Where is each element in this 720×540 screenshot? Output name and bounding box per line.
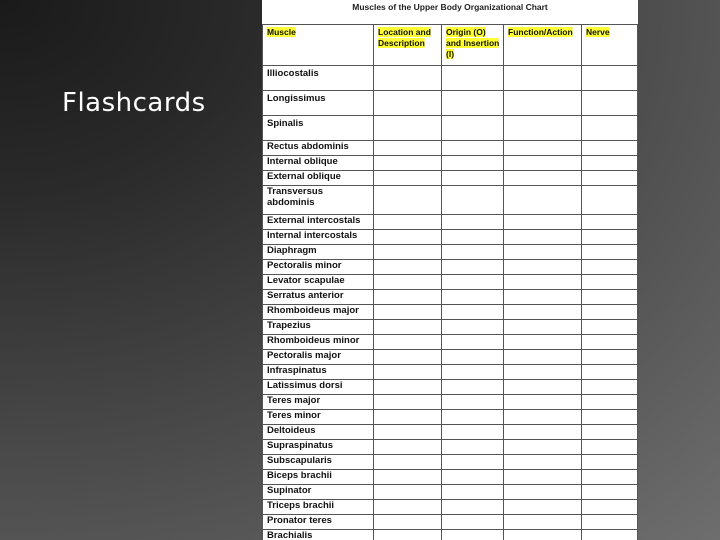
empty-cell xyxy=(504,335,582,350)
empty-cell xyxy=(582,425,638,440)
empty-cell xyxy=(442,91,504,116)
empty-cell xyxy=(442,215,504,230)
table-header-row xyxy=(263,25,638,66)
table-row xyxy=(263,275,638,290)
empty-cell xyxy=(374,116,442,141)
empty-cell xyxy=(582,515,638,530)
empty-cell xyxy=(442,156,504,171)
empty-cell xyxy=(582,305,638,320)
table-row xyxy=(263,91,638,116)
table-row xyxy=(263,245,638,260)
muscle-name-cell: Deltoideus xyxy=(263,425,374,440)
empty-cell xyxy=(504,440,582,455)
muscle-name-cell: Internal oblique xyxy=(263,156,374,171)
empty-cell xyxy=(582,500,638,515)
slide-title: Flashcards xyxy=(62,88,206,118)
column-header-muscle: Muscle xyxy=(263,25,374,66)
table-row xyxy=(263,485,638,500)
muscle-name-cell: Spinalis xyxy=(263,116,374,141)
table-row xyxy=(263,515,638,530)
empty-cell xyxy=(442,230,504,245)
empty-cell xyxy=(504,230,582,245)
document-title: Muscles of the Upper Body Organizational Chart xyxy=(352,2,548,12)
empty-cell xyxy=(582,215,638,230)
muscle-name-cell: Longissimus xyxy=(263,91,374,116)
empty-cell xyxy=(374,470,442,485)
muscle-name-cell: Subscapularis xyxy=(263,455,374,470)
empty-cell xyxy=(442,290,504,305)
muscle-name-cell: Rhomboideus minor xyxy=(263,335,374,350)
empty-cell xyxy=(442,335,504,350)
muscle-name-cell: Illiocostalis xyxy=(263,66,374,91)
empty-cell xyxy=(374,186,442,215)
muscle-name-cell: Rectus abdominis xyxy=(263,141,374,156)
muscle-name-cell: Teres major xyxy=(263,395,374,410)
empty-cell xyxy=(582,350,638,365)
empty-cell xyxy=(374,320,442,335)
table-row xyxy=(263,410,638,425)
empty-cell xyxy=(504,455,582,470)
empty-cell xyxy=(374,275,442,290)
muscle-name-cell: Latissimus dorsi xyxy=(263,380,374,395)
empty-cell xyxy=(442,186,504,215)
empty-cell xyxy=(504,66,582,91)
empty-cell xyxy=(504,515,582,530)
table-row xyxy=(263,455,638,470)
empty-cell xyxy=(374,410,442,425)
empty-cell xyxy=(504,530,582,540)
empty-cell xyxy=(504,410,582,425)
empty-cell xyxy=(582,156,638,171)
empty-cell xyxy=(582,395,638,410)
column-header-origin-insertion: Origin (O) and Insertion (I) xyxy=(442,25,504,66)
empty-cell xyxy=(442,320,504,335)
table-row xyxy=(263,260,638,275)
muscle-name-cell: Brachialis xyxy=(263,530,374,540)
muscle-name-cell: External intercostals xyxy=(263,215,374,230)
empty-cell xyxy=(504,275,582,290)
table-row xyxy=(263,365,638,380)
empty-cell xyxy=(442,530,504,540)
empty-cell xyxy=(374,260,442,275)
empty-cell xyxy=(442,455,504,470)
column-header-nerve: Nerve xyxy=(582,25,638,66)
empty-cell xyxy=(442,515,504,530)
empty-cell xyxy=(442,245,504,260)
empty-cell xyxy=(582,320,638,335)
table-row xyxy=(263,335,638,350)
table-row xyxy=(263,171,638,186)
table-row xyxy=(263,530,638,540)
table-row xyxy=(263,215,638,230)
empty-cell xyxy=(442,116,504,141)
empty-cell xyxy=(374,350,442,365)
table-row xyxy=(263,290,638,305)
muscle-name-cell: Teres minor xyxy=(263,410,374,425)
empty-cell xyxy=(442,171,504,186)
empty-cell xyxy=(504,365,582,380)
muscle-name-cell: Levator scapulae xyxy=(263,275,374,290)
empty-cell xyxy=(504,470,582,485)
empty-cell xyxy=(442,141,504,156)
empty-cell xyxy=(374,335,442,350)
muscle-name-cell: Serratus anterior xyxy=(263,290,374,305)
empty-cell xyxy=(442,365,504,380)
table-row xyxy=(263,156,638,171)
empty-cell xyxy=(374,395,442,410)
table-row xyxy=(263,440,638,455)
muscle-name-cell: Rhomboideus major xyxy=(263,305,374,320)
empty-cell xyxy=(582,440,638,455)
empty-cell xyxy=(374,156,442,171)
muscle-name-cell: Internal intercostals xyxy=(263,230,374,245)
table-row xyxy=(263,380,638,395)
empty-cell xyxy=(582,230,638,245)
empty-cell xyxy=(374,515,442,530)
muscle-name-cell: Pectoralis major xyxy=(263,350,374,365)
table-row xyxy=(263,305,638,320)
muscle-name-cell: Trapezius xyxy=(263,320,374,335)
empty-cell xyxy=(442,485,504,500)
empty-cell xyxy=(442,305,504,320)
table-row xyxy=(263,395,638,410)
table-row xyxy=(263,470,638,485)
table-row xyxy=(263,141,638,156)
empty-cell xyxy=(374,171,442,186)
muscle-chart-table xyxy=(262,24,638,540)
empty-cell xyxy=(582,290,638,305)
empty-cell xyxy=(374,530,442,540)
table-row xyxy=(263,320,638,335)
empty-cell xyxy=(504,245,582,260)
table-row xyxy=(263,116,638,141)
empty-cell xyxy=(582,335,638,350)
empty-cell xyxy=(504,141,582,156)
table-row xyxy=(263,66,638,91)
empty-cell xyxy=(582,365,638,380)
empty-cell xyxy=(504,171,582,186)
empty-cell xyxy=(374,91,442,116)
empty-cell xyxy=(504,485,582,500)
empty-cell xyxy=(374,290,442,305)
empty-cell xyxy=(374,380,442,395)
empty-cell xyxy=(504,186,582,215)
muscle-name-cell: Pectoralis minor xyxy=(263,260,374,275)
empty-cell xyxy=(374,141,442,156)
column-header-function: Function/Action xyxy=(504,25,582,66)
empty-cell xyxy=(504,350,582,365)
empty-cell xyxy=(504,215,582,230)
muscle-name-cell: Biceps brachii xyxy=(263,470,374,485)
empty-cell xyxy=(374,365,442,380)
empty-cell xyxy=(582,171,638,186)
muscle-name-cell: Triceps brachii xyxy=(263,500,374,515)
empty-cell xyxy=(582,455,638,470)
empty-cell xyxy=(582,141,638,156)
empty-cell xyxy=(374,245,442,260)
empty-cell xyxy=(442,500,504,515)
table-row xyxy=(263,500,638,515)
empty-cell xyxy=(504,380,582,395)
empty-cell xyxy=(504,425,582,440)
empty-cell xyxy=(504,260,582,275)
empty-cell xyxy=(374,440,442,455)
empty-cell xyxy=(504,395,582,410)
empty-cell xyxy=(374,425,442,440)
empty-cell xyxy=(582,275,638,290)
empty-cell xyxy=(442,410,504,425)
empty-cell xyxy=(374,500,442,515)
empty-cell xyxy=(442,425,504,440)
muscle-name-cell: Supraspinatus xyxy=(263,440,374,455)
empty-cell xyxy=(504,320,582,335)
empty-cell xyxy=(442,350,504,365)
empty-cell xyxy=(582,485,638,500)
table-row xyxy=(263,230,638,245)
empty-cell xyxy=(374,305,442,320)
muscle-name-cell: Diaphragm xyxy=(263,245,374,260)
column-header-location: Location and Description xyxy=(374,25,442,66)
organizational-chart-document xyxy=(262,0,638,540)
empty-cell xyxy=(504,305,582,320)
empty-cell xyxy=(442,440,504,455)
empty-cell xyxy=(374,215,442,230)
empty-cell xyxy=(582,116,638,141)
empty-cell xyxy=(582,470,638,485)
empty-cell xyxy=(442,275,504,290)
empty-cell xyxy=(582,245,638,260)
muscle-name-cell: Infraspinatus xyxy=(263,365,374,380)
empty-cell xyxy=(582,530,638,540)
muscle-name-cell: Transversus abdominis xyxy=(263,186,374,215)
empty-cell xyxy=(582,260,638,275)
empty-cell xyxy=(442,470,504,485)
empty-cell xyxy=(374,230,442,245)
empty-cell xyxy=(582,410,638,425)
empty-cell xyxy=(504,156,582,171)
table-row xyxy=(263,350,638,365)
empty-cell xyxy=(374,455,442,470)
empty-cell xyxy=(582,380,638,395)
empty-cell xyxy=(374,485,442,500)
empty-cell xyxy=(374,66,442,91)
table-row xyxy=(263,186,638,215)
empty-cell xyxy=(442,380,504,395)
muscle-name-cell: Pronator teres xyxy=(263,515,374,530)
empty-cell xyxy=(442,66,504,91)
empty-cell xyxy=(442,395,504,410)
muscle-name-cell: External oblique xyxy=(263,171,374,186)
muscle-name-cell: Supinator xyxy=(263,485,374,500)
empty-cell xyxy=(582,66,638,91)
empty-cell xyxy=(504,91,582,116)
table-row xyxy=(263,425,638,440)
empty-cell xyxy=(582,186,638,215)
empty-cell xyxy=(504,116,582,141)
empty-cell xyxy=(582,91,638,116)
empty-cell xyxy=(442,260,504,275)
empty-cell xyxy=(504,290,582,305)
empty-cell xyxy=(504,500,582,515)
